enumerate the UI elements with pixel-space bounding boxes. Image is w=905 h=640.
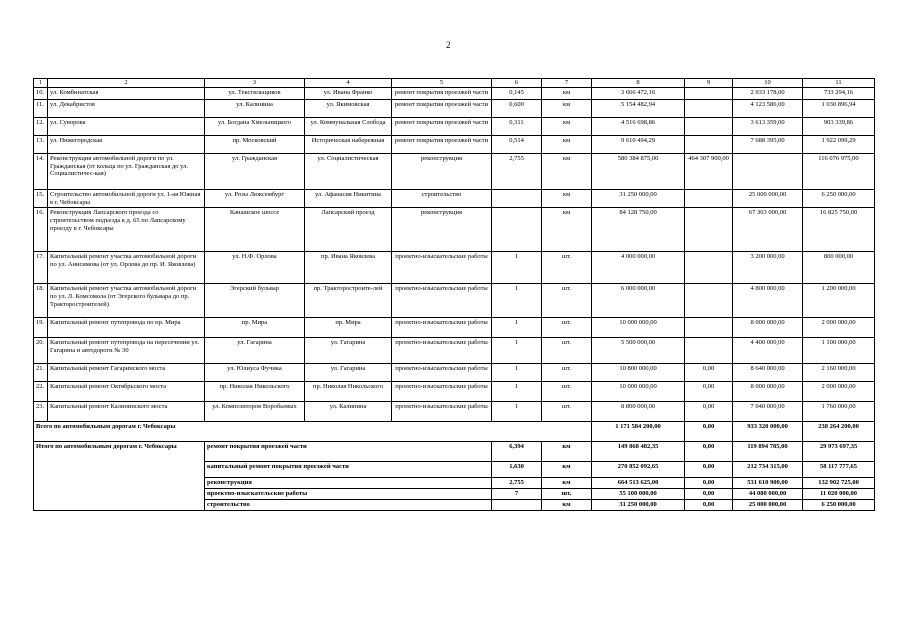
summary-quantity: 2,755: [492, 478, 542, 489]
grand-total-col11: 238 264 200,00: [803, 422, 875, 442]
quantity: 1: [492, 402, 542, 422]
section-from: ул. Гагарина: [205, 338, 305, 364]
unit: шт.: [542, 382, 592, 402]
quantity: 1: [492, 318, 542, 338]
row-number: 19.: [34, 318, 48, 338]
cost-col9: [685, 318, 733, 338]
summary-col9: 0,00: [685, 499, 733, 510]
summary-total-cost: 664 513 625,00: [592, 478, 685, 489]
quantity: 1: [492, 364, 542, 382]
work-type: проектно-изыскательские работы: [392, 364, 492, 382]
unit: км: [542, 87, 592, 99]
summary-total-cost: 55 100 000,00: [592, 489, 685, 500]
unit: шт.: [542, 284, 592, 318]
object-name: Реконструкция автомобильной дороги по ул. Гражданская (от кольца по ул. Гражданская до ул. Социалистичес-кая): [48, 153, 205, 189]
row-number: 21.: [34, 364, 48, 382]
grand-total-cost: 1 171 584 200,00: [592, 422, 685, 442]
section-from: пр. Мира: [205, 318, 305, 338]
cost-col11: 1 760 000,00: [803, 402, 875, 422]
total-cost: 10 000 000,00: [592, 318, 685, 338]
section-from: ул. Н.Ф. Орлова: [205, 252, 305, 284]
cost-col9: 0,00: [685, 402, 733, 422]
summary-col9: 0,00: [685, 462, 733, 478]
cost-col9: [685, 189, 733, 208]
unit: шт.: [542, 338, 592, 364]
row-number: 20.: [34, 338, 48, 364]
total-cost: 580 384 875,00: [592, 153, 685, 189]
summary-row: [34, 442, 875, 462]
total-cost: 31 250 000,00: [592, 189, 685, 208]
section-from: ул. Текстильщиков: [205, 87, 305, 99]
section-to: Лапсарский проезд: [305, 208, 392, 252]
summary-col11: 29 973 697,35: [803, 442, 875, 462]
column-number: 7: [542, 79, 592, 88]
table-row: [34, 318, 875, 338]
cost-col10: 8 640 000,00: [733, 364, 803, 382]
quantity: 0,311: [492, 117, 542, 135]
total-cost: 84 128 750,00: [592, 208, 685, 252]
section-to: пр. Ивана Яковлева: [305, 252, 392, 284]
summary-col11: 6 250 000,00: [803, 499, 875, 510]
object-name: Капитальный ремонт Калининского моста: [48, 402, 205, 422]
section-from: ул. Калинина: [205, 99, 305, 117]
object-name: Строительство автомобильной дороги ул. 1-ая Южная в г. Чебоксары: [48, 189, 205, 208]
section-from: Эгерский бульвар: [205, 284, 305, 318]
summary-col9: 0,00: [685, 442, 733, 462]
row-number: 12.: [34, 117, 48, 135]
object-name: Капитальный ремонт путепровода по пр. Мира: [48, 318, 205, 338]
cost-col9: [685, 284, 733, 318]
cost-col10: 25 000 000,00: [733, 189, 803, 208]
total-cost: 9 610 494,29: [592, 135, 685, 153]
work-type: проектно-изыскательские работы: [392, 402, 492, 422]
summary-total-cost: 270 852 092,65: [592, 462, 685, 478]
summary-col9: 0,00: [685, 478, 733, 489]
total-cost: 6 000 000,00: [592, 284, 685, 318]
column-number: 1: [34, 79, 48, 88]
table-row: [34, 382, 875, 402]
summary-unit: км: [542, 478, 592, 489]
table-row: [34, 87, 875, 99]
quantity: 0,514: [492, 135, 542, 153]
section-from: Канашское шоссе: [205, 208, 305, 252]
page-number: 2: [446, 40, 451, 50]
section-to: ул. Гагарина: [305, 338, 392, 364]
unit: шт.: [542, 364, 592, 382]
quantity: [492, 208, 542, 252]
column-number: 2: [48, 79, 205, 88]
summary-type: строительство: [205, 499, 492, 510]
object-name: ул. Суворова: [48, 117, 205, 135]
cost-col10: 2 933 178,00: [733, 87, 803, 99]
section-to: ул. Социалистическая: [305, 153, 392, 189]
summary-unit: шт.: [542, 489, 592, 500]
summary-unit: км: [542, 499, 592, 510]
cost-col10: [733, 153, 803, 189]
unit: шт.: [542, 318, 592, 338]
column-number: 9: [685, 79, 733, 88]
cost-col11: 1 200 000,00: [803, 284, 875, 318]
table-row: [34, 364, 875, 382]
row-number: 23.: [34, 402, 48, 422]
work-type: строительство: [392, 189, 492, 208]
section-to: пр. Николая Никольского: [305, 382, 392, 402]
summary-col10: 212 734 315,00: [733, 462, 803, 478]
object-name: ул. Декабристов: [48, 99, 205, 117]
cost-col9: [685, 208, 733, 252]
unit: км: [542, 99, 592, 117]
table-row: [34, 208, 875, 252]
row-number: 18.: [34, 284, 48, 318]
work-type: реконструкция: [392, 208, 492, 252]
section-to: ул. Калинина: [305, 402, 392, 422]
work-type: проектно-изыскательские работы: [392, 318, 492, 338]
summary-quantity: 6,394: [492, 442, 542, 462]
summary-quantity: [492, 499, 542, 510]
grand-total-col10: 933 320 000,00: [733, 422, 803, 442]
cost-col11: 6 250 000,00: [803, 189, 875, 208]
cost-col9: 464 307 900,00: [685, 153, 733, 189]
summary-type: проектно-изыскательские работы: [205, 489, 492, 500]
unit: км: [542, 153, 592, 189]
section-from: ул. Композиторов Воробьевых: [205, 402, 305, 422]
cost-col9: [685, 87, 733, 99]
cost-col10: 3 200 000,00: [733, 252, 803, 284]
summary-col10: 44 080 000,00: [733, 489, 803, 500]
table-row: [34, 284, 875, 318]
summary-quantity: 1,630: [492, 462, 542, 478]
section-to: ул. Афанасия Никитина: [305, 189, 392, 208]
cost-col9: [685, 338, 733, 364]
grand-total-row: [34, 422, 875, 442]
cost-col11: 733 294,16: [803, 87, 875, 99]
object-name: Капитальный ремонт Октябрьского моста: [48, 382, 205, 402]
cost-col9: [685, 135, 733, 153]
cost-col11: 1 100 000,00: [803, 338, 875, 364]
work-type: проектно-изыскательские работы: [392, 252, 492, 284]
summary-total-cost: 149 868 482,35: [592, 442, 685, 462]
summary-col10: 119 894 785,00: [733, 442, 803, 462]
section-from: ул. Гражданская: [205, 153, 305, 189]
column-number: 5: [392, 79, 492, 88]
roads-table: [33, 78, 875, 511]
cost-col11: 800 000,00: [803, 252, 875, 284]
cost-col10: 8 000 000,00: [733, 318, 803, 338]
summary-type: реконструкция: [205, 478, 492, 489]
cost-col11: 2 160 000,00: [803, 364, 875, 382]
cost-col11: 903 339,86: [803, 117, 875, 135]
table-row: [34, 189, 875, 208]
summary-col10: 531 610 900,00: [733, 478, 803, 489]
work-type: реконструкция: [392, 153, 492, 189]
cost-col9: [685, 117, 733, 135]
table-row: [34, 135, 875, 153]
total-cost: 5 500 000,00: [592, 338, 685, 364]
cost-col9: [685, 252, 733, 284]
cost-col10: 67 303 000,00: [733, 208, 803, 252]
object-name: ул. Комбинатская: [48, 87, 205, 99]
column-number: 4: [305, 79, 392, 88]
cost-col10: 3 613 359,00: [733, 117, 803, 135]
quantity: 2,755: [492, 153, 542, 189]
row-number: 14.: [34, 153, 48, 189]
row-number: 15.: [34, 189, 48, 208]
unit: шт.: [542, 252, 592, 284]
table-row: [34, 402, 875, 422]
quantity: [492, 189, 542, 208]
summary-type: ремонт покрытия проезжей части: [205, 442, 492, 462]
summary-col9: 0,00: [685, 489, 733, 500]
work-type: проектно-изыскательские работы: [392, 338, 492, 364]
total-cost: 4 516 698,86: [592, 117, 685, 135]
section-to: ул. Коммунальная Слобода: [305, 117, 392, 135]
total-cost: 4 000 000,00: [592, 252, 685, 284]
object-name: ул. Нижегородская: [48, 135, 205, 153]
summary-col11: 58 117 777,65: [803, 462, 875, 478]
section-to: пр. Тракторостроите-лей: [305, 284, 392, 318]
row-number: 13.: [34, 135, 48, 153]
object-name: Капитальный ремонт Гагаринского моста: [48, 364, 205, 382]
summary-col11: 11 020 000,00: [803, 489, 875, 500]
quantity: 0,145: [492, 87, 542, 99]
cost-col10: 7 040 000,00: [733, 402, 803, 422]
object-name: Капитальный ремонт участка автомобильной дороги по ул. Л. Комсомола (от Эгерского бульвара до пр. Тракторостроителей): [48, 284, 205, 318]
section-to: Историческая набережная: [305, 135, 392, 153]
total-cost: 3 666 472,16: [592, 87, 685, 99]
section-from: ул. Юлиуса Фучика: [205, 364, 305, 382]
table-row: [34, 99, 875, 117]
work-type: проектно-изыскательские работы: [392, 284, 492, 318]
unit: км: [542, 189, 592, 208]
row-number: 10.: [34, 87, 48, 99]
object-name: Капитальный ремонт участка автомобильной дороги по ул. Анисимова (от ул. Орлова до пр. И. Яковлева): [48, 252, 205, 284]
work-type: ремонт покрытия проезжей части: [392, 87, 492, 99]
cost-col9: 0,00: [685, 364, 733, 382]
unit: км: [542, 117, 592, 135]
section-to: пр. Мира: [305, 318, 392, 338]
row-number: 22.: [34, 382, 48, 402]
grand-total-col9: 0,00: [685, 422, 733, 442]
quantity: 1: [492, 284, 542, 318]
summary-col10: 25 000 000,00: [733, 499, 803, 510]
section-from: пр. Николая Никольского: [205, 382, 305, 402]
unit: км: [542, 208, 592, 252]
object-name: Реконструкция Лапсарского проезда со строительством подъезда к д. 65 по Лапсарскому проезду в г. Чебоксары: [48, 208, 205, 252]
work-type: проектно-изыскательские работы: [392, 382, 492, 402]
summary-col11: 132 902 725,00: [803, 478, 875, 489]
unit: шт.: [542, 402, 592, 422]
quantity: 1: [492, 382, 542, 402]
cost-col11: 2 000 000,00: [803, 382, 875, 402]
cost-col11: 1 922 099,29: [803, 135, 875, 153]
section-to: ул. Якимовская: [305, 99, 392, 117]
summary-unit: км: [542, 462, 592, 478]
quantity: 1: [492, 338, 542, 364]
cost-col10: 4 400 000,00: [733, 338, 803, 364]
row-number: 17.: [34, 252, 48, 284]
section-from: пр. Московский: [205, 135, 305, 153]
row-number: 16.: [34, 208, 48, 252]
cost-col10: 7 688 395,00: [733, 135, 803, 153]
summary-total-cost: 31 250 000,00: [592, 499, 685, 510]
summary-unit: км: [542, 442, 592, 462]
column-number-row: [34, 79, 875, 88]
column-number: 11: [803, 79, 875, 88]
total-cost: 8 800 000,00: [592, 402, 685, 422]
summary-type: капитальный ремонт покрытия проезжей части: [205, 462, 492, 478]
column-number: 6: [492, 79, 542, 88]
cost-col11: 116 076 975,00: [803, 153, 875, 189]
cost-col9: 0,00: [685, 382, 733, 402]
work-type: ремонт покрытия проезжей части: [392, 99, 492, 117]
cost-col11: 1 030 896,94: [803, 99, 875, 117]
cost-col11: 16 825 750,00: [803, 208, 875, 252]
quantity: 1: [492, 252, 542, 284]
cost-col11: 2 000 000,00: [803, 318, 875, 338]
summary-label: Итого по автомобильным дорогам г. Чебоксары: [34, 442, 205, 510]
table-row: [34, 338, 875, 364]
total-cost: 5 154 482,94: [592, 99, 685, 117]
object-name: Капитальный ремонт путепровода на пересечении ул. Гагарина и автодороги № 30: [48, 338, 205, 364]
grand-total-label: Всего по автомобильным дорогам г. Чебоксары: [34, 422, 592, 442]
total-cost: 10 800 000,00: [592, 364, 685, 382]
section-to: ул. Гагарина: [305, 364, 392, 382]
section-to: ул. Ивана Франко: [305, 87, 392, 99]
row-number: 11.: [34, 99, 48, 117]
quantity: 0,600: [492, 99, 542, 117]
cost-col10: 4 123 586,00: [733, 99, 803, 117]
table-row: [34, 153, 875, 189]
column-number: 10: [733, 79, 803, 88]
cost-col10: 8 000 000,00: [733, 382, 803, 402]
cost-col9: [685, 99, 733, 117]
unit: км: [542, 135, 592, 153]
column-number: 3: [205, 79, 305, 88]
work-type: ремонт покрытия проезжей части: [392, 117, 492, 135]
column-number: 8: [592, 79, 685, 88]
section-from: ул. Богдана Хмельницкого: [205, 117, 305, 135]
work-type: ремонт покрытия проезжей части: [392, 135, 492, 153]
total-cost: 10 000 000,00: [592, 382, 685, 402]
table-row: [34, 252, 875, 284]
summary-quantity: 7: [492, 489, 542, 500]
table-row: [34, 117, 875, 135]
cost-col10: 4 800 000,00: [733, 284, 803, 318]
section-from: ул. Розы Люксембург: [205, 189, 305, 208]
